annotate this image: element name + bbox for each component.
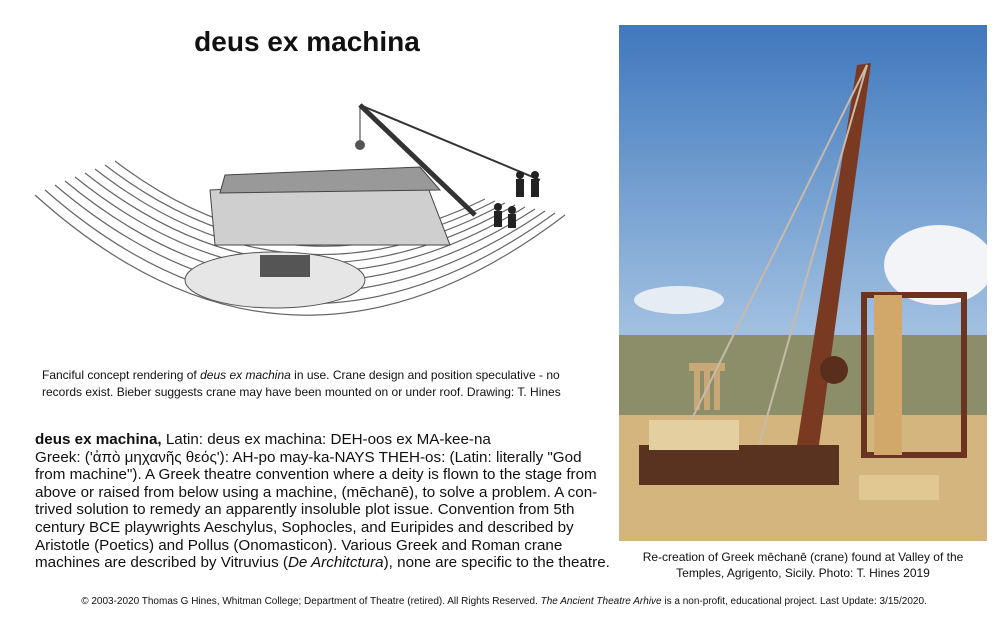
theatre-crane-drawing xyxy=(30,95,595,363)
definition-body: Greek: ('ἀπὸ μηχανῆς θεός'): AH-po may-ka-NAYS THEH-os: (Latin: literally "God from machine"). A Greek theatre convention where a deity is flown to the stage from above or raised from below using a machine, (mēchanē), to solve a problem. A con-trived solution to remedy an apparently insoluble plot issue. Convention from 5th century BCE playwrights Aeschylus, Sophocles, and Euripides and described by Aristotle (Poetics) and Pollus (Onomasticon). Various Greek and Roman crane machines are described by Vitruvius ( xyxy=(35,448,598,572)
footer xyxy=(0,596,1008,607)
crane-photo xyxy=(619,25,987,541)
definition-body: ), none are specific to the theatre. xyxy=(383,554,610,572)
caption-text: in use. Crane design and position speculative - no records exist. Bieber suggests crane may have been mounted on or under roof. Drawing: T. Hines xyxy=(42,368,561,399)
definition-text xyxy=(35,431,615,572)
photo-caption: Re-creation of Greek mēchanē (crane) found at Valley of the Temples, Agrigento, Sicily. Photo: T. Hines 2019 xyxy=(642,550,964,580)
archive-name: The Ancient Theatre Arhive xyxy=(540,596,662,607)
copyright-text: © 2003-2020 Thomas G Hines, Whitman College; Department of Theatre (retired). All Rights Reserved. xyxy=(81,596,541,607)
caption-italic: deus ex machina xyxy=(200,368,291,382)
page-title: deus ex machina xyxy=(194,26,420,57)
definition-italic: De Architctura xyxy=(287,554,384,572)
caption-text: Fanciful concept rendering of xyxy=(42,368,201,382)
pronunciation: Latin: deus ex machina: DEH-oos ex MA-kee-na xyxy=(161,431,491,448)
drawing-caption xyxy=(42,367,602,401)
footer-text: is a non-profit, educational project. Last Update: 3/15/2020. xyxy=(661,596,927,607)
definition-term: deus ex machina, xyxy=(35,431,162,448)
